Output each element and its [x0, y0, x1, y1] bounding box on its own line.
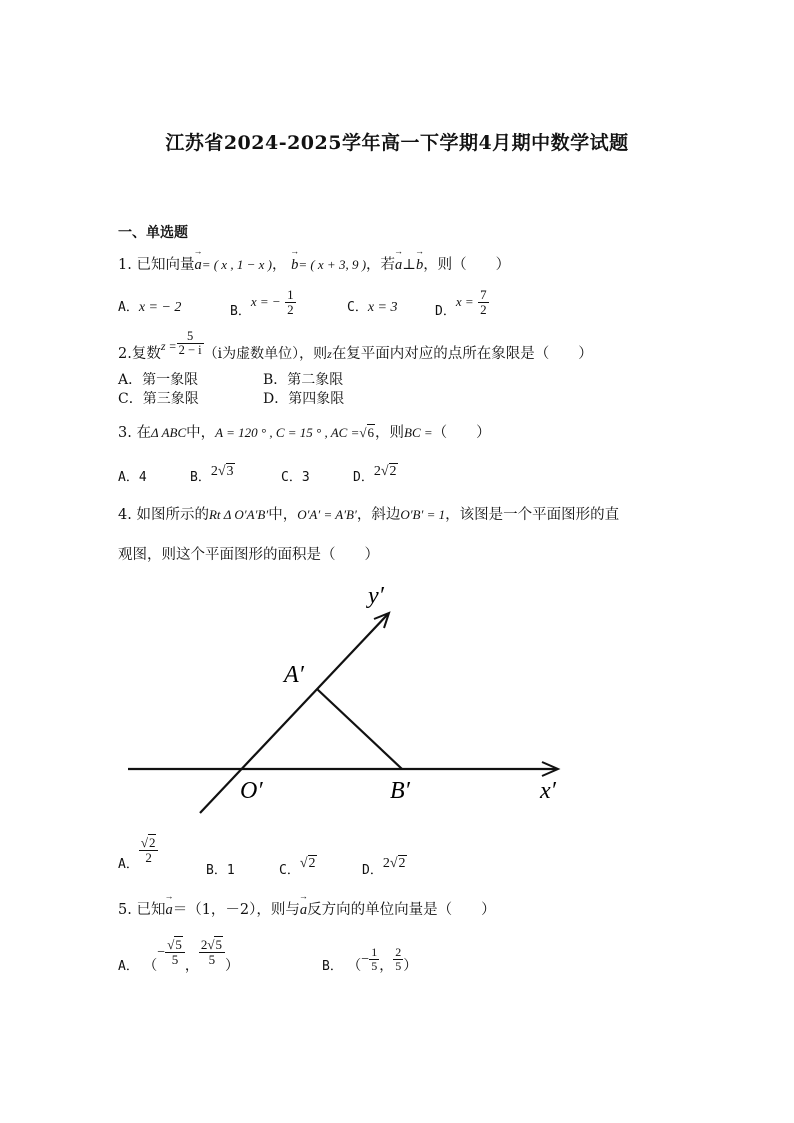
option-b-label: B．1	[206, 863, 235, 878]
option-c-value: x = 3	[367, 300, 398, 315]
minus-sign: −	[157, 945, 166, 961]
coefficient: 2	[210, 464, 218, 479]
paren: （	[347, 958, 362, 975]
question-3: 3. 在Δ ABC中，A = 120 ° , C = 15 ° , AC =√6，则BC =（ ）	[118, 425, 491, 441]
comma: ，	[379, 958, 394, 975]
radicand: 2	[148, 835, 156, 850]
vector-b-expr: = ( x + 3, 9 )	[298, 257, 367, 272]
fraction-denominator: 2	[287, 301, 294, 317]
question-4-line2: 观图，则这个平面图形的面积是（ ）	[118, 547, 379, 563]
fraction-denominator: 5	[371, 958, 378, 973]
question-text: 已知向量	[136, 257, 195, 273]
option-a-label: A．	[118, 959, 139, 975]
coefficient: 2	[373, 464, 381, 479]
question-text: 已知	[136, 902, 166, 918]
equal-sides: O′A′ = A′B′	[297, 507, 357, 522]
question-text: （ ）	[432, 425, 491, 441]
fraction-denominator: 5	[395, 958, 402, 973]
radicand: 2	[389, 464, 397, 479]
question-text: 在	[136, 425, 151, 441]
x-axis-label: x′	[540, 778, 556, 804]
q2-option-a: A．第一象限	[118, 372, 199, 388]
coefficient: 2	[382, 856, 390, 871]
fraction-denominator: 5	[171, 951, 179, 967]
fraction-denominator: 5	[208, 951, 216, 967]
q2-option-c: C．第三象限	[118, 391, 199, 407]
question-text: ，若	[366, 257, 396, 273]
question-text: ，则	[375, 425, 405, 441]
question-text: 反方向的单位向量是（ ）	[307, 902, 496, 918]
option-d-label: D．	[353, 470, 374, 485]
triangle-abc: Δ ABC	[150, 425, 187, 440]
vector-b: → b	[291, 257, 298, 274]
question-text: （i为虚数单位），则	[203, 345, 328, 362]
z-variable: z	[327, 346, 332, 361]
q2-option-b: B．第二象限	[263, 372, 344, 388]
paren: ）	[224, 958, 239, 975]
question-text: 中，	[186, 425, 216, 441]
fraction-denominator: 2 − i	[178, 343, 202, 358]
section-heading: 一、单选题	[118, 225, 188, 241]
q3-option-b: B．2√3	[190, 464, 234, 485]
question-text: 复数	[131, 345, 161, 362]
segment-ab	[317, 689, 402, 769]
fraction-numerator: 1	[287, 287, 294, 302]
coefficient: 2	[200, 937, 208, 952]
q4-option-d: D．2√2	[362, 856, 406, 878]
z-definition: z =	[160, 338, 177, 353]
question-text: ，该图是一个平面图形的直	[445, 507, 620, 523]
q3-option-d: D．2√2	[353, 464, 397, 485]
q5-option-b	[322, 945, 418, 975]
paren: （	[143, 958, 158, 975]
option-a-label: A．	[118, 857, 139, 873]
fraction-denominator: 2	[145, 849, 152, 865]
question-text: ，则（ ）	[423, 257, 511, 273]
question-number: 2.	[118, 345, 132, 362]
option-a-label: A．4	[118, 470, 147, 485]
q4-option-a: A． $\frac{√2}{2}$	[118, 836, 158, 864]
radicand: 5	[215, 937, 222, 952]
option-d-label: D．	[362, 863, 383, 878]
option-d-label: D．	[435, 304, 456, 320]
vector-a: → a	[395, 257, 402, 274]
question-5	[118, 898, 496, 919]
vector-a-expr: = ( x , 1 − x )	[201, 257, 272, 272]
option-b-label: B．	[190, 470, 211, 485]
point-o-label: O′	[240, 778, 263, 804]
option-d-value: x =	[455, 294, 474, 310]
point-a-label: A′	[284, 662, 304, 688]
fraction-denominator: 2	[480, 301, 487, 317]
comma: ，	[184, 958, 199, 975]
option-a-label: A．	[118, 300, 139, 315]
q4-option-c: C．√2	[279, 856, 316, 878]
vector-a: → a	[194, 257, 201, 274]
condition: A = 120 ° , C = 15 ° , AC =	[215, 425, 360, 440]
question-number: 3.	[118, 425, 132, 441]
option-b-label: B．	[230, 304, 251, 320]
question-text: ，斜边	[356, 507, 401, 523]
question-text: 中，	[268, 507, 298, 523]
fraction-numerator: 5	[177, 330, 204, 344]
question-number: 4.	[118, 507, 132, 523]
page-title: 江苏省2024-2025学年高一下学期4月期中数学试题	[165, 132, 629, 154]
option-c-label: C．	[347, 300, 368, 315]
question-number: 5.	[118, 902, 132, 918]
radicand: 5	[175, 937, 182, 952]
hypotenuse: O′B′ = 1	[400, 507, 446, 522]
triangle-oab: Rt Δ O′A′B′	[208, 507, 269, 522]
question-text: 在复平面内对应的点所在象限是（ ）	[331, 345, 593, 362]
paren: ）	[403, 958, 418, 975]
punctuation: ，	[271, 257, 287, 273]
minus-sign: −	[361, 952, 370, 968]
radicand: 3	[226, 464, 234, 479]
option-c-label: C．3	[281, 470, 310, 485]
y-axis-line	[200, 614, 388, 813]
perp-symbol: ⊥	[402, 257, 416, 273]
option-b-label: B．	[322, 959, 343, 975]
question-text: 如图所示的	[136, 507, 209, 523]
point-b-label: B′	[390, 778, 410, 804]
question-text: ＝（1，－2），则与	[172, 902, 300, 918]
vector-b: → b	[416, 257, 423, 274]
q4-option-b	[206, 859, 235, 878]
option-a-value: x = − 2	[138, 300, 182, 315]
y-axis-label: y′	[368, 583, 384, 609]
option-c-label: C．	[279, 863, 300, 878]
q5-option-a: A． （− $\frac{√5}{5}$ ， $\frac{2√5}{5}$ ）	[118, 937, 239, 975]
fraction-numerator: 7	[480, 287, 487, 302]
fraction-numerator: 2	[395, 945, 402, 959]
fraction-numerator: 1	[371, 945, 378, 959]
question-number: 1.	[118, 257, 132, 273]
q2-option-d: D．第四象限	[263, 391, 345, 407]
radicand: 6	[367, 425, 375, 440]
radicand: 2	[308, 856, 316, 871]
bc-expression: BC =	[404, 425, 433, 440]
vector-a: → a	[165, 902, 172, 919]
vector-a: → a	[300, 902, 307, 919]
radicand: 2	[398, 856, 406, 871]
option-b-value: x = −	[250, 294, 281, 310]
